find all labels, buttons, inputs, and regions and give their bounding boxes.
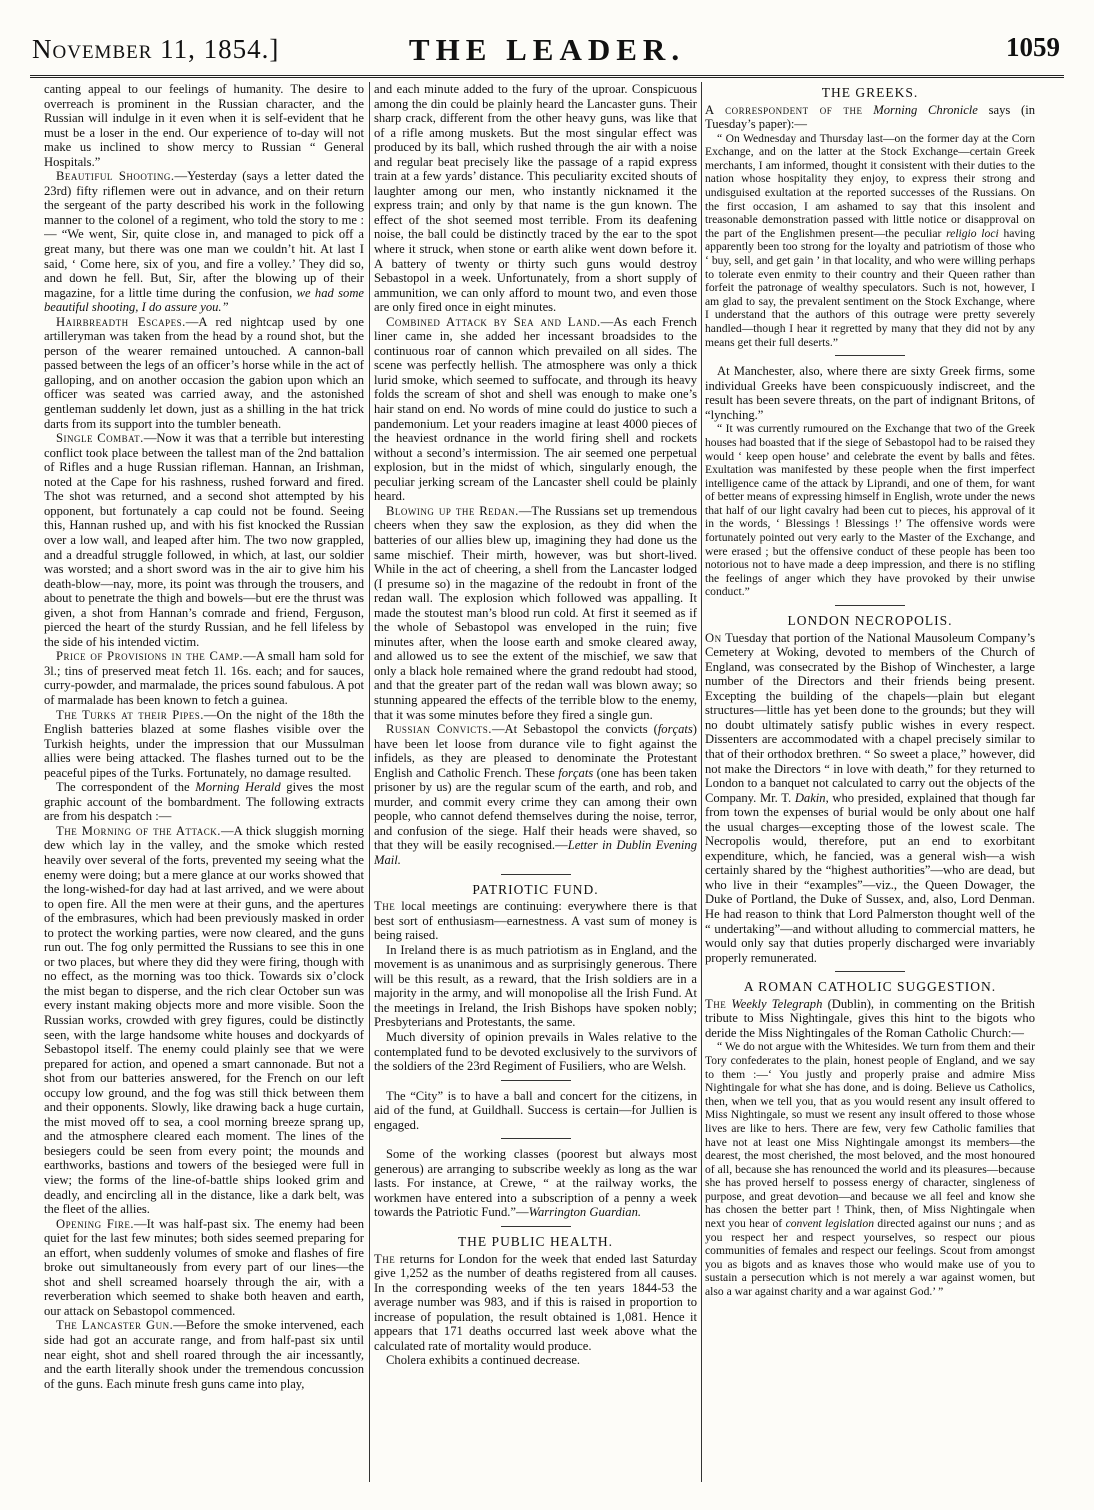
paragraph-text: says (in Tuesday’s paper):— — [705, 102, 1035, 132]
column-3 — [705, 82, 1035, 1478]
paragraph-text: —It was half-past six. The enemy had been quiet for the last few minutes; both sides seemed preparing for an effort, when suddenly volumes of smoke and flashes of fire broke out simultaneously from every part of our lines—the shot and shell screamed hoarsely through the air, with a reverberation which seemed to shake both heaven and earth, our attack on Sebastopol commenced. — [44, 1216, 364, 1318]
italic-text: forçats — [558, 765, 594, 780]
paragraph-text: —Now it was that a terrible but interesting conflict took place between the tallest man of the 2nd battalion of Rifles and a huge Russian rifleman. Hannan, an Irishman, noted at the Cape for his rashness, rushed forward and fired. The shot was returned, and a second shot attempted by his opponent, but fortunately a cap could not be found. Seeing this, Hannan rushed up, and with his fist knocked the Russian over a low wall, and leaped after him. The two now grappled, and a dreadful struggle followed, in which, at last, our soldier was worsted; and a short sword was in the air to give him his death-blow—nay, more, its point was through the trousers, and about to penetrate the thigh and bowels—but ere the thrust was given, a shot from Hannan’s comrade and friend, Ferguson, pierced the heart of the sturdy Russian, and he fell lifeless by the side of his intended victim. — [44, 431, 364, 649]
paragraph — [44, 315, 364, 431]
run-in-heading: Blowing up the Redan. — [386, 503, 519, 518]
paragraph — [705, 997, 1035, 1041]
italic-text: religio loci — [946, 226, 999, 240]
issue-date: November 11, 1854.] — [32, 34, 280, 64]
paragraph — [374, 504, 697, 722]
section-rule — [501, 1226, 571, 1227]
paragraph — [44, 1217, 364, 1319]
section-rule — [835, 605, 905, 606]
column-divider — [701, 82, 702, 1482]
paragraph-text: “ On Wednesday and Thursday last—on the former day at the Corn Exchange, and on the latter at the Stock Exchange—certain Greek merchants, I am informed, thought it consistent with their duties to the nation whose hospitality they enjoy, to express their strong and undisguised exultation at the reported successes of the Russians. On the first occasion, I am ashamed to say that this insolent and treasonable demonstration passed with little notice or disapproval on the part of the Englishmen present—the peculiar — [705, 131, 1035, 240]
paragraph-text: —The Russians set up tremendous cheers when they saw the explosion, as they did when the batteries of our allies blew up, imagining they had done us the same mischief. Their mirth, however, was but short-lived. While in the act of cheering, a shell from the Lancaster lodged (I presume so) in the magazine of the redoubt in front of the redan wall. The explosion which followed was appalling. It made the stoutest man’s blood run cold. At first it seemed as if the whole of Sebastopol was enveloped in the ruin; five minutes after, when the loose earth and smoke cleared away, and allowed us to see the extent of the mischief, we saw that only a black hole remained where the grand redoubt had stood, and that the greater part of the redan wall was blown away; so stunning appeared the effects of the terrible blow to the enemy, that it was some minutes before they fired a single gun. — [374, 503, 697, 722]
run-in-heading: The — [374, 899, 396, 914]
paragraph — [44, 708, 364, 781]
section-heading: LONDON NECROPOLIS. — [787, 613, 953, 629]
paragraph — [374, 1147, 697, 1220]
header-rule — [30, 75, 1064, 79]
paragraph: canting appeal to our feelings of humanity. The desire to overreach is prominent in the Russian character, and the Russian will indulge in it even when it is self-evident that he must be a loser in the end. Our experience of to-day will not make us inclined to show mercy to Russian “ General Hospitals.” — [44, 82, 364, 169]
paragraph — [44, 780, 364, 824]
section-heading: THE PUBLIC HEALTH. — [457, 1234, 614, 1250]
run-in-heading: On — [705, 630, 722, 645]
italic-text: Morning Herald — [195, 780, 281, 795]
paragraph — [705, 103, 1035, 132]
run-in-heading: The Morning of the Attack. — [56, 823, 221, 838]
paragraph-text: Tuesday that portion of the National Mausoleum Company’s Cemetery at Woking, devoted to members of the Church of England, was consecrated by the Bishop of Winchester, a large number of the Directors and their friends being present. Excepting the building of the chapels—plain but elegant structures—little has yet been done to the grounds; but they will no doubt ultimately satisfy public wishes in every respect. Dissenters are accommodated with a chapel precisely similar to that of their orthodox brethren. “ So sweet a place,” however, did not make the Directors “ in love with death,” for they returned to London to a banquet not calculated to carry out the objects of the Company. Mr. T. — [705, 630, 1035, 805]
section-heading: A ROMAN CATHOLIC SUGGESTION. — [743, 979, 997, 995]
paragraph — [44, 1318, 364, 1391]
italic-text: Dakin — [794, 790, 826, 805]
section-rule — [835, 355, 905, 356]
run-in-heading: Russian Convicts. — [386, 722, 492, 737]
section-heading: THE GREEKS. — [821, 85, 919, 100]
section-rule — [501, 1080, 571, 1081]
run-in-heading: Opening Fire. — [56, 1216, 135, 1231]
paragraph-text: The correspondent of the — [56, 780, 190, 795]
run-in-heading: Hairbreadth Escapes. — [56, 314, 186, 329]
paragraph-text: —A small ham sold for 3l.; tins of preserved meat fetch 1l. 16s. each; and for sauces, curry-powder, and marmalade, the prices sound fabulous. A pot of marmalade has been known to fetch a guinea. — [44, 649, 364, 707]
run-in-heading: Combined Attack by Sea and Land. — [386, 314, 601, 329]
paragraph: and each minute added to the fury of the uproar. Conspicuous among the din could be plainly heard the Lancaster guns. Their sharp crack, different from the other heavy guns, was like that of a rifle among muskets. But the most singular effect was produced by its ball, which rushed through the air with a noise and regular beat precisely like the passage of a rapid express train at a few yards’ distance. This peculiarity excited shouts of laughter among our men, who instantly nicknamed it the express train; and only by that name is the gun known. The effect of the shot seemed most terrible. From its deafening noise, the ball could be distinctly traced by the ear to the spot where it struck, when stone or earth alike went down before it. A battery of twenty or thirty such guns would destroy Sebastopol in a week. Unfortunately, from a short supply of ammunition, we can only afford to mount two, and even those are only fired once in eight minutes. — [374, 82, 697, 315]
italic-text: Warrington Guardian. — [528, 1205, 642, 1220]
paragraph-text: —A thick sluggish morning dew which lay in the valley, and the smoke which rested heavily over several of the forts, prevented my seeing what the enemy were doing; but a mere glance at our works showed that the long-wished-for day had at last arrived, and we were about to open fire. All the men were at their guns, and the apertures of the embrasures, which had been previously masked in order to protect the working parties, were now cleared, and the guns run out. The fog only permitted the Russians to see this in one or two places, but where they did they were firing, though with no effect, as the morning was too thick. Towards six o’clock the mist began to disperse, and the rich clear October sun was every instant making objects more and more visible. Soon the Russian works, crowded with grey figures, could be distinctly seen, with the large handsome white houses and dockyards of Sebastopol itself. The enemy could plainly see that we were prepared for action, and opened a smart cannonade. But not a shot from our batteries answered, for the French on our left occupy low ground, and the fog was still thick between them and their opponents. Slowly, like drawing back a huge curtain, the mist moved off to sea, a cool morning breeze sprang up, and the atmosphere cleared each moment. The lines of the besiegers could be seen from every point; the mounds and earthworks, bastions and towers of the besieged were full in view; the forms of the line-of-battle ships looked grim and deadly, and encircling all in the distance, like a dark belt, was the fleet of the allies. — [44, 823, 364, 1217]
paragraph — [44, 824, 364, 1217]
paragraph: The “City” is to have a ball and concert for the citizens, in aid of the fund, at Guildhall. Success is certain—for Jullien is engaged. — [374, 1088, 697, 1132]
quoted-paragraph: “ It was currently rumoured on the Exchange that two of the Greek houses had boasted that if the siege of Sebastopol had to be raised they would ‘ keep open house’ and celebrate the event by balls and fêtes. Exultation was manifested by these people when the first imperfect intelligence came of the attack by Liprandi, and one of them, for want of better means of expressing himself in English, wrote under the news that half of our light cavalry had been cut to pieces, his approval of it in the words, ‘ Blessings ! Blessings !’ The offensive words were fortunately pointed out very early to the Master of the Exchange, and were erased ; but the offensive conduct of these people has been too notorious not to have made a deep impression, and there is no stifling the feelings of anger which they have provoked by their unwise conduct.” — [705, 422, 1035, 599]
paragraph-text: A correspondent of the — [705, 102, 863, 117]
paragraph-text: gives the most graphic account of the bombardment. The following extracts are from his despatch :— — [44, 780, 364, 824]
run-in-heading: The — [705, 996, 727, 1011]
run-in-heading: The — [374, 1251, 396, 1266]
newspaper-title: THE LEADER. — [408, 32, 686, 67]
paragraph-text: (Dublin), in commenting on the British tribute to Miss Nightingale, gives this hint to the bigots who deride the Miss Nightingales of the Roman Catholic Church:— — [705, 996, 1035, 1040]
paragraph — [374, 1252, 697, 1354]
italic-text: we had some beautiful shooting, I do assure you.” — [44, 285, 364, 315]
paragraph-text: , who presided, explained that though far from town the expenses of burial would be only about one half the usual charges—excepting those of the lowest scale. The Necropolis would, therefore, put an end to exorbitant expenditure, which, he fancied, was a general wish—a wish certainly shared by the “highest authorities”—who are dead, but who live in their “examples”—viz., the Queen Dowager, the Duke of Portland, the Duke of Sussex, and, also, Lord Denman. He had reason to think that Lord Palmerston thought well of the “ undertaking”—and without alluding to commercial matters, he would only say that duties properly discharged were invariably properly remunerated. — [705, 790, 1035, 965]
paragraph: Much diversity of opinion prevails in Wales relative to the contemplated fund to be devoted exclusively to the survivors of the soldiers of the 23rd Regiment of Fusiliers, who are Welsh. — [374, 1030, 697, 1074]
paragraph-text: —Yesterday (says a letter dated the 23rd) fifty riflemen were out in advance, and on their return the sergeant of the party described his work in the following manner to the colonel of a regiment, who told the story to me :— “We went, Sir, quite close in, and managed to pick off a great many, but there was one man we couldn’t hit. At last I said, ‘ Come here, six of you, and fire a volley.’ They did so, and down he fell. But, Sir, after the blowing up of their magazine, for a little time during the confusion, — [44, 169, 364, 300]
paragraph — [705, 631, 1035, 966]
paragraph-text: ) have been let loose from durance vile to fight against the infidels, as they are pleased to denominate the Protestant English and Catholic French. These — [374, 722, 697, 780]
page-number: 1059 — [1006, 32, 1060, 62]
run-in-heading: The Turks at their Pipes. — [56, 707, 204, 722]
italic-text: convent legislation — [785, 1217, 874, 1231]
section-rule — [501, 1138, 571, 1139]
column-1 — [44, 82, 364, 1478]
run-in-heading: Price of Provisions in the Camp. — [56, 649, 244, 664]
paragraph: Cholera exhibits a continued decrease. — [386, 1353, 581, 1368]
paragraph — [44, 169, 364, 314]
quoted-paragraph — [705, 1040, 1035, 1298]
paragraph — [44, 431, 364, 649]
quoted-paragraph — [705, 132, 1035, 350]
paragraph: At Manchester, also, where there are sixty Greek firms, some individual Greeks have been conspicuously indiscreet, and the result has been severe threats, on the part of indignant Britons, of “lynching.” — [705, 364, 1035, 422]
paragraph-text: Some of the working classes (poorest but always most generous) are arranging to subscribe weekly as long as the war lasts. For instance, at Crewe, “ at the railway works, the workmen have entered into a subscription of a penny a week towards the Patriotic Fund.”— — [374, 1147, 697, 1220]
italic-text: forçats — [657, 722, 693, 737]
paragraph-text: directed against our nuns ; and as you respect her and respect yourselves, so respect our pious communities of females and respect our feelings. Scout from amongst you as bigots and as knaves those who would make use of you to sustain a persecution which is not merely a war against women, but also a war against charity and a war against God.’ ” — [705, 1217, 1035, 1299]
paragraph: In Ireland there is as much patriotism as in England, and the movement is as unanimous and as surprisingly generous. There will be this result, as a reward, that the Irish soldiers are in a majority in the army, and will monopolise all the Irish Fund. At the meetings in Ireland, the Irish Bishops have spoken nobly; Presbyterians and Protestants, the same. — [374, 942, 697, 1030]
section-heading: PATRIOTIC FUND. — [472, 881, 599, 897]
paragraph-text: returns for London for the week that ended last Saturday give 1,252 as the number of deaths registered from all causes. In the corresponding weeks of the ten years 1844-53 the average number was 983, and if this is raised in proportion to increase of population, the result obtained is 1,081. Hence it appears that 171 deaths occurred last week above what the calculated rate of mortality would produce. — [374, 1251, 697, 1353]
paragraph-text: —Before the smoke intervened, each side had got an accurate range, and from half-past six until near eight, shot and shell roared through the air incessantly, and the earth literally shook under the tremendous concussion of the guns. Each minute fresh guns came into play, — [44, 1318, 364, 1391]
run-in-heading: Single Combat. — [56, 431, 144, 446]
italic-text: Morning Chronicle — [873, 102, 978, 117]
column-divider — [369, 82, 370, 1482]
paragraph — [374, 722, 697, 867]
paragraph-text: —At Sebastopol the convicts ( — [491, 722, 658, 737]
section-rule — [501, 874, 571, 875]
paragraph-text: —As each French liner came in, she added her incessant broadsides to the continuous roar of cannon which prevailed on all sides. The scene was perfectly hellish. The atmosphere was only a thick lurid smoke, which seemed to suffocate, and through its heavy folds the scream of shot and shell was enough to make one’s hair stand on end. No words of mine could do justice to such a pandemonium. Let your readers imagine at least 4000 pieces of the heaviest ordnance in the world firing shell and rockets without a second’s intermission. The air seemed one perpetual explosion, but in the midst of which, singularly enough, the peculiar jerking scream of the Lancaster shell could be plainly heard. — [374, 314, 697, 504]
column-2 — [374, 82, 697, 1478]
paragraph-text: having apparently been too strong for the loyalty and patriotism of those who ‘ buy, sell, and get gain ’ in that locality, and who were willing perhaps to tolerate even enmity to their country and their Queen rather than forfeit the patronage of wealthy speculators. Such is not, however, I am glad to say, the prevalent sentiment on the Stock Exchange, where I understand that the authors of this outrage were pretty severely handled—though I hear it regretted by many that they did not by any means get their full deserts.” — [705, 226, 1035, 349]
paragraph — [374, 899, 697, 943]
paragraph-text: “ We do not argue with the Whitesides. We turn from them and their Tory confederates to the plain, honest people of England, and we say to them :—‘ You justly and properly praise and admire Miss Nightingale for what she has done, and is doing. Believe us Catholics, then, when we tell you, that as you would resent any insult offered to Miss Nightingale, so must we resent any insult offered to those whose lives are like to hers. There are few, very few Catholic families that have not at least one Miss Nightingale amongst its members—the dearest, the most cherished, the most beloved, and the most honoured of all, because she has renounced the world and its pleasures—because she has proved herself to possess energy of character, singleness of purpose, and great devotion—and because we all feel and know she has chosen the better part ! Think, then, of Miss Nightingale when next you hear of — [705, 1040, 1035, 1231]
section-rule — [835, 971, 905, 972]
paragraph — [44, 649, 364, 707]
masthead — [30, 28, 1064, 78]
italic-text: Weekly Telegraph — [731, 996, 823, 1011]
run-in-heading: Beautiful Shooting. — [56, 169, 175, 184]
italic-text: Letter in Dublin Evening Mail. — [374, 838, 697, 867]
paragraph-text: local meetings are continuing: everywhere there is that best sort of enthusiasm—earnestness. A vast sum of money is being raised. — [374, 899, 697, 943]
paragraph-text: —A red nightcap used by one artilleryman was taken from the head by a round shot, but the person of the wearer remained untouched. A cannon-ball passed between the legs of an officer’s horse while in the act of galloping, and on another occasion the gabion upon which an officer was seated was carried away, and the astonished gentleman suddenly let down, just as a shilling in the hat trick darts from its support into the tumbler beneath. — [44, 314, 364, 431]
paragraph-text: (one has been taken prisoner by us) are the regular scum of the earth, and rob, and murder, and commit every crime they can among their own people, who cannot defend themselves during the noise, terror, and confusion of the siege. Half their heads were shaved, so that they will be easily recognised.— — [374, 765, 697, 853]
paragraph-text: —On the night of the 18th the English batteries blazed at some flashes visible over the Turkish heights, under the impression that our Mussulman allies were being attacked. The flashes turned out to be the peaceful pipes of the Turks. Fortunately, no damage resulted. — [44, 707, 364, 780]
paragraph — [374, 315, 697, 504]
run-in-heading: The Lancaster Gun. — [56, 1318, 174, 1333]
